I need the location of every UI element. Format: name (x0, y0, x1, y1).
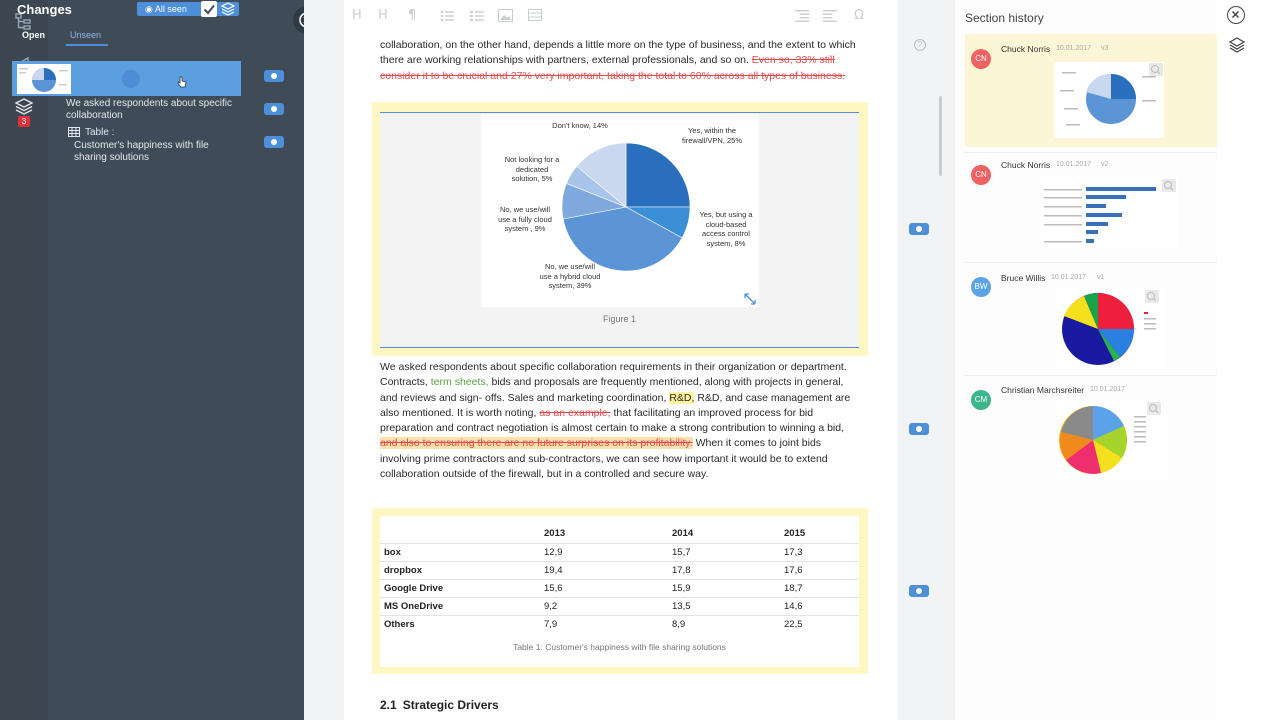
table-cell: 22,5 (784, 619, 803, 630)
active-tab-indicator (66, 44, 108, 46)
table-cell: 17,3 (784, 547, 803, 558)
table-cell: 15,9 (672, 583, 691, 594)
pie-label-fully-cloud: No, we use/will use a fully cloud system , 9% (498, 205, 552, 233)
table-icon (68, 127, 80, 137)
heading-icon[interactable]: H (352, 8, 362, 23)
table-cell: 9,2 (544, 601, 558, 612)
history-date: 10.01.2017 (1090, 386, 1126, 393)
right-edge-rail (1266, 0, 1280, 720)
all-seen-label: All seen (154, 4, 187, 14)
table-cell: 15,7 (672, 547, 691, 558)
pie-label-firewall: Yes, within the firewall/VPN, 25% (681, 126, 743, 145)
table-cell: 14,6 (784, 601, 803, 612)
history-author: Chuck Norris (1001, 160, 1051, 170)
magnifier-icon (1149, 63, 1163, 76)
view-change-button[interactable] (264, 70, 284, 82)
layers-toggle-icon[interactable] (220, 1, 236, 17)
table-cell: dropbox (384, 565, 422, 576)
table-cell: Google Drive (384, 583, 444, 594)
close-icon (1228, 7, 1243, 22)
table-header: 2015 (784, 528, 806, 539)
hand-cursor-icon (177, 76, 187, 88)
view-change-button[interactable] (264, 103, 284, 115)
table-cell: 7,9 (544, 619, 558, 630)
table-header: 2014 (672, 528, 694, 539)
history-divider (965, 375, 1217, 376)
changes-title: Changes (17, 2, 72, 17)
indent-icon[interactable] (795, 10, 809, 22)
table-cell: 15,6 (544, 583, 563, 594)
history-date: 10.01.2017 (1056, 161, 1092, 168)
deleted-text[interactable]: and also to ensuring there are no future surprises on its profitability. (380, 437, 693, 450)
zoom-preview-button[interactable] (1145, 290, 1159, 303)
close-history-button[interactable] (1227, 6, 1245, 24)
outdent-icon[interactable] (823, 10, 837, 22)
heading-size-icon[interactable]: H (378, 8, 388, 23)
history-author: Christian Marchsreiter (1001, 385, 1085, 395)
history-preview[interactable] (1054, 62, 1164, 138)
section-title: Strategic Drivers (402, 698, 499, 712)
table-divider (380, 597, 859, 598)
table-cell: 8,9 (672, 619, 686, 630)
change-item-table-detail[interactable]: Customer's happiness with file sharing solutions (74, 140, 209, 163)
eye-icon: ◉ (145, 4, 155, 14)
history-divider (965, 262, 1217, 263)
history-author: Bruce Willis (1001, 273, 1046, 283)
table-cell: box (384, 547, 401, 558)
table-header: 2013 (544, 528, 566, 539)
avatar: CM (971, 390, 991, 410)
select-all-checkbox[interactable] (201, 1, 217, 17)
left-rail (0, 0, 48, 720)
cursor-indicator (122, 70, 140, 88)
zoom-preview-button[interactable] (1149, 63, 1163, 76)
view-change-button[interactable] (909, 423, 929, 435)
table-divider (380, 543, 859, 544)
table-cell: 13,5 (672, 601, 691, 612)
figure-caption: Figure 1 (602, 314, 637, 324)
deleted-text[interactable]: as an example, (539, 406, 611, 419)
numbered-list-icon[interactable] (470, 10, 484, 22)
inserted-text[interactable]: term sheets, (430, 376, 489, 389)
table-cell: 12,9 (544, 547, 563, 558)
table-cell: MS OneDrive (384, 601, 444, 612)
tab-open[interactable]: Open (22, 30, 46, 40)
paragraph-1 (380, 38, 860, 84)
avatar: BW (971, 277, 991, 297)
magnifier-icon (1145, 290, 1159, 303)
change-item-text[interactable]: We asked respondents about specific collaboration (66, 98, 233, 121)
paragraph-2 (380, 360, 860, 482)
layers-icon[interactable] (14, 96, 34, 116)
magnifier-icon (1162, 179, 1176, 192)
table-divider (380, 579, 859, 580)
history-date: 10.01.2017 (1051, 274, 1087, 281)
paragraph-2-text: R&D, and case management are also mentioned. It is worth noting, (380, 391, 851, 419)
paragraph-2-text: bids and proposals are frequently mentioned, along with projects in general, and reviews and sign- offs. Sales and marketing coordination, (380, 376, 844, 404)
change-item-table-label[interactable]: Table : (85, 127, 115, 138)
table-cell: Others (384, 619, 415, 630)
paragraph-2-text: When it comes to joint bids involving prime contractors and sub-contractors, we can see how important it would be to extend collaboration outside of the firewall, but in a controlled and secure way. (380, 437, 828, 481)
avatar: CN (971, 49, 991, 69)
pie-label-not-looking: Not looking for a dedicated solution, 5% (504, 155, 560, 183)
history-date: 10.01.2017 (1056, 45, 1092, 52)
history-version: v3 (1101, 45, 1109, 52)
view-change-button[interactable] (909, 223, 929, 235)
deleted-text[interactable]: Even so, 33% still consider it to be crucial and 27% very important, taking the total to 60% across all types of business. (380, 54, 846, 82)
table-caption: Table 1: Customer's happiness with file sharing solutions (513, 642, 726, 652)
history-preview[interactable] (1040, 177, 1178, 249)
paragraph-2-text: We asked respondents about specific collaboration requirements in their organization or department. Contracts, (380, 361, 847, 389)
image-icon[interactable] (498, 9, 513, 22)
checkmark-icon (201, 1, 217, 17)
help-icon[interactable]: ? (914, 39, 926, 51)
paragraph-2-text: that facilitating an improved process for bid preparation and contract negotiation is almost certain to make a strong contribution to winning a bid, (380, 406, 845, 435)
pie-label-hybrid: No, we use/will use a hybrid cloud system, 39% (539, 262, 601, 290)
zoom-preview-button[interactable] (1147, 402, 1161, 415)
table-cell: 17,6 (784, 565, 803, 576)
paragraph-icon[interactable]: ¶ (408, 8, 417, 23)
history-author: Chuck Norris (1001, 44, 1051, 54)
view-change-button[interactable] (909, 585, 929, 597)
table-divider (380, 561, 859, 562)
history-version: v1 (1097, 274, 1105, 281)
avatar: CN (971, 165, 991, 185)
document-scrollbar[interactable] (939, 96, 942, 176)
history-version: v2 (1101, 161, 1109, 168)
magnifier-icon (1147, 402, 1161, 415)
expand-icon[interactable] (743, 292, 757, 306)
highlighted-text[interactable]: R&D, (669, 391, 695, 404)
section-heading (380, 698, 499, 712)
zoom-preview-button[interactable] (1162, 179, 1176, 192)
pie-label-dont-know: Don't know, 14% (552, 121, 608, 130)
section-history-title: Section history (965, 11, 1044, 25)
layers-icon[interactable] (1228, 36, 1246, 54)
paragraph-1-text: collaboration, on the other hand, depends a little more on the type of business, and the extent to which there are working relationships with partners, external professionals, and so on. (380, 39, 856, 67)
table-cell: 19,4 (544, 565, 563, 576)
tab-unseen[interactable]: Unseen (70, 30, 102, 40)
bullet-list-icon[interactable] (440, 10, 454, 22)
table-cell: 18,7 (784, 583, 803, 594)
figure-thumbnail (17, 64, 71, 94)
omega-icon[interactable]: Ω (854, 8, 864, 23)
pie-label-cloud-based: Yes, but using a cloud-based access control system, 8% (699, 210, 753, 248)
table-icon[interactable] (528, 9, 542, 21)
pie-slice (626, 143, 690, 207)
table-divider (380, 615, 859, 616)
table-cell: 17,8 (672, 565, 691, 576)
view-change-button[interactable] (264, 136, 284, 148)
changes-count-badge: 3 (18, 116, 30, 127)
section-number: 2.1 (380, 698, 397, 712)
